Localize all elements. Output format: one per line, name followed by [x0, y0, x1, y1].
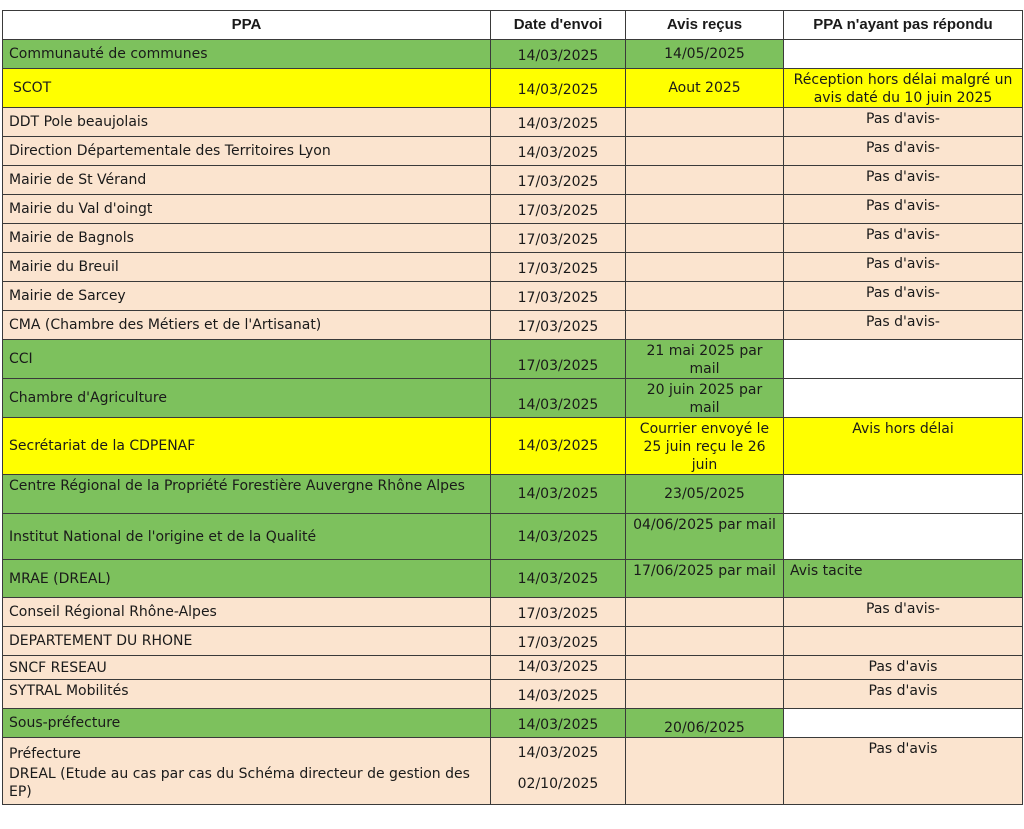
cell-date: 14/03/2025	[491, 709, 626, 738]
cell-date: 14/03/2025	[491, 379, 626, 418]
cell-non-reponse: Réception hors délai malgré un avis daté du 10 juin 2025	[784, 69, 1023, 108]
cell-ppa: Mairie de Bagnols	[3, 224, 491, 253]
cell-avis: Aout 2025	[626, 69, 784, 108]
cell-date: 14/03/2025	[491, 560, 626, 598]
cell-avis: 17/06/2025 par mail	[626, 560, 784, 598]
cell-non-reponse	[784, 40, 1023, 69]
cell-ppa: Communauté de communes	[3, 40, 491, 69]
cell-ppa: SNCF RESEAU	[3, 656, 491, 680]
table-row	[3, 195, 1023, 224]
cell-non-reponse: Pas d'avis-	[784, 253, 1023, 282]
cell-date: 17/03/2025	[491, 224, 626, 253]
cell-date: 17/03/2025	[491, 253, 626, 282]
cell-avis	[626, 680, 784, 709]
cell-non-reponse: Pas d'avis-	[784, 195, 1023, 224]
cell-non-reponse: Pas d'avis	[784, 738, 1023, 805]
ppa-table-wrapper	[2, 10, 1023, 805]
table-row	[3, 224, 1023, 253]
cell-ppa: Mairie du Val d'oingt	[3, 195, 491, 224]
cell-ppa: SCOT	[3, 69, 491, 108]
cell-avis	[626, 311, 784, 340]
table-row	[3, 627, 1023, 656]
cell-non-reponse: Pas d'avis	[784, 656, 1023, 680]
cell-date: 14/03/2025	[491, 69, 626, 108]
cell-ppa: Mairie de Sarcey	[3, 282, 491, 311]
cell-non-reponse: Pas d'avis-	[784, 282, 1023, 311]
table-row	[3, 166, 1023, 195]
cell-date: 14/03/2025	[491, 418, 626, 475]
cell-date: 17/03/2025	[491, 598, 626, 627]
cell-ppa: Institut National de l'origine et de la Qualité	[3, 514, 491, 560]
cell-non-reponse: Pas d'avis	[784, 680, 1023, 709]
cell-date: 14/03/2025	[491, 137, 626, 166]
cell-ppa: DEPARTEMENT DU RHONE	[3, 627, 491, 656]
cell-avis: 14/05/2025	[626, 40, 784, 69]
table-row	[3, 253, 1023, 282]
cell-ppa: Sous-préfecture	[3, 709, 491, 738]
cell-non-reponse	[784, 514, 1023, 560]
table-row	[3, 418, 1023, 475]
cell-ppa: CMA (Chambre des Métiers et de l'Artisanat)	[3, 311, 491, 340]
cell-avis: 21 mai 2025 par mail	[626, 340, 784, 379]
cell-avis	[626, 627, 784, 656]
cell-non-reponse: Avis tacite	[784, 560, 1023, 598]
cell-date: 02/10/2025	[491, 765, 626, 805]
cell-date: 17/03/2025	[491, 195, 626, 224]
table-row	[3, 560, 1023, 598]
cell-ppa: Centre Régional de la Propriété Forestière Auvergne Rhône Alpes	[3, 475, 491, 514]
cell-avis	[626, 656, 784, 680]
cell-avis	[626, 282, 784, 311]
cell-non-reponse: Pas d'avis-	[784, 598, 1023, 627]
cell-ppa: SYTRAL Mobilités	[3, 680, 491, 709]
cell-date: 14/03/2025	[491, 656, 626, 680]
cell-avis	[626, 738, 784, 805]
table-row	[3, 514, 1023, 560]
cell-non-reponse	[784, 379, 1023, 418]
cell-non-reponse: Avis hors délai	[784, 418, 1023, 475]
table-row	[3, 656, 1023, 680]
cell-avis	[626, 253, 784, 282]
cell-avis: 20 juin 2025 par mail	[626, 379, 784, 418]
cell-avis: 23/05/2025	[626, 475, 784, 514]
cell-non-reponse	[784, 340, 1023, 379]
cell-non-reponse	[784, 627, 1023, 656]
table-row	[3, 598, 1023, 627]
table-row	[3, 475, 1023, 514]
cell-ppa: Conseil Régional Rhône-Alpes	[3, 598, 491, 627]
cell-non-reponse: Pas d'avis-	[784, 137, 1023, 166]
table-row	[3, 340, 1023, 379]
cell-ppa: Préfecture	[3, 738, 491, 765]
cell-ppa: Mairie de St Vérand	[3, 166, 491, 195]
cell-non-reponse: Pas d'avis-	[784, 108, 1023, 137]
cell-ppa: DDT Pole beaujolais	[3, 108, 491, 137]
cell-avis: Courrier envoyé le 25 juin reçu le 26 juin	[626, 418, 784, 475]
cell-date: 14/03/2025	[491, 738, 626, 765]
table-row	[3, 69, 1023, 108]
cell-ppa: Secrétariat de la CDPENAF	[3, 418, 491, 475]
cell-non-reponse: Pas d'avis-	[784, 224, 1023, 253]
table-row	[3, 379, 1023, 418]
cell-avis	[626, 224, 784, 253]
cell-avis	[626, 108, 784, 137]
cell-ppa: CCI	[3, 340, 491, 379]
cell-date: 14/03/2025	[491, 680, 626, 709]
table-row	[3, 137, 1023, 166]
cell-date: 14/03/2025	[491, 108, 626, 137]
cell-date: 17/03/2025	[491, 166, 626, 195]
cell-ppa: Direction Départementale des Territoires Lyon	[3, 137, 491, 166]
cell-non-reponse	[784, 475, 1023, 514]
cell-ppa: DREAL (Etude au cas par cas du Schéma directeur de gestion des EP)	[3, 765, 491, 805]
table-row	[3, 40, 1023, 69]
cell-avis	[626, 195, 784, 224]
cell-date: 17/03/2025	[491, 627, 626, 656]
cell-ppa: MRAE (DREAL)	[3, 560, 491, 598]
table-header-row	[3, 11, 1023, 40]
header-non-reponse: PPA n'ayant pas répondu	[784, 11, 1023, 40]
cell-date: 14/03/2025	[491, 514, 626, 560]
cell-date: 17/03/2025	[491, 282, 626, 311]
header-ppa: PPA	[3, 11, 491, 40]
cell-avis: 20/06/2025	[626, 709, 784, 738]
table-row	[3, 311, 1023, 340]
table-row	[3, 738, 1023, 765]
cell-date: 14/03/2025	[491, 40, 626, 69]
table-row	[3, 709, 1023, 738]
cell-non-reponse: Pas d'avis-	[784, 311, 1023, 340]
cell-avis	[626, 137, 784, 166]
header-date-envoi: Date d'envoi	[491, 11, 626, 40]
cell-avis: 04/06/2025 par mail	[626, 514, 784, 560]
cell-ppa: Chambre d'Agriculture	[3, 379, 491, 418]
table-row	[3, 680, 1023, 709]
cell-non-reponse	[784, 709, 1023, 738]
cell-date: 17/03/2025	[491, 340, 626, 379]
cell-date: 14/03/2025	[491, 475, 626, 514]
table-row	[3, 282, 1023, 311]
table-row	[3, 108, 1023, 137]
ppa-table	[2, 10, 1023, 805]
header-avis-recus: Avis reçus	[626, 11, 784, 40]
cell-non-reponse: Pas d'avis-	[784, 166, 1023, 195]
cell-avis	[626, 598, 784, 627]
cell-avis	[626, 166, 784, 195]
cell-ppa: Mairie du Breuil	[3, 253, 491, 282]
cell-date: 17/03/2025	[491, 311, 626, 340]
